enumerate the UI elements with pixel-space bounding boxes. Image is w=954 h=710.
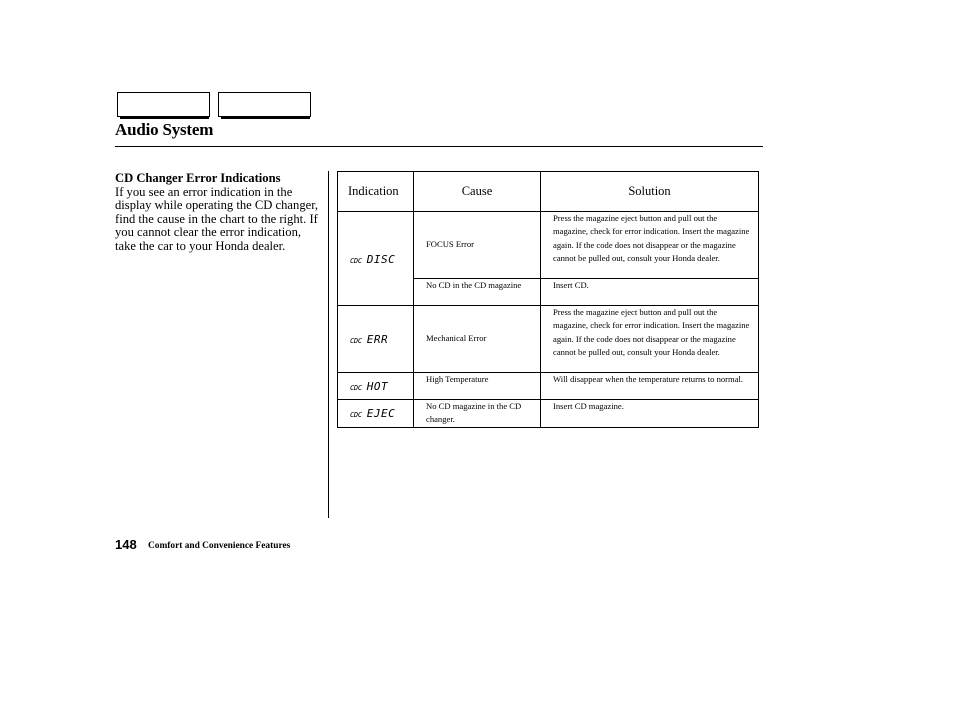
cause-cell: Mechanical Error [414, 306, 541, 373]
header-solution: Solution [541, 172, 759, 212]
lcd-code: DISC [366, 253, 396, 266]
lcd-display-disc [350, 253, 395, 266]
table-header-row [338, 172, 759, 212]
intro-section [115, 172, 319, 254]
solution-cell: Insert CD. [541, 279, 759, 306]
header-cause: Cause [414, 172, 541, 212]
lcd-code: ERR [366, 333, 389, 346]
page-number: 148 [115, 537, 137, 552]
solution-cell: Will disappear when the temperature returns to normal. [541, 373, 759, 400]
table-row [338, 306, 759, 373]
lcd-code: HOT [366, 380, 389, 393]
solution-cell: Press the magazine eject button and pull out the magazine, check for error indication. Insert the magazine again. If the code does not disappear or the magazine cannot be pulled out, consult your Honda dealer. [541, 212, 759, 279]
indication-cell [338, 373, 414, 400]
indication-cell [338, 212, 414, 306]
cause-cell: High Temperature [414, 373, 541, 400]
solution-cell: Insert CD magazine. [541, 400, 759, 428]
lcd-prefix: CDC [350, 337, 362, 345]
indication-cell [338, 306, 414, 373]
cause-cell: FOCUS Error [414, 212, 541, 279]
lcd-prefix: CDC [350, 384, 362, 392]
lcd-prefix: CDC [350, 411, 362, 420]
nav-tab-box-1[interactable] [117, 92, 210, 117]
lcd-code: EJEC [366, 407, 396, 421]
lcd-display-hot [350, 380, 388, 393]
cause-cell: No CD in the CD magazine [414, 279, 541, 306]
cause-cell: No CD magazine in the CD changer. [414, 400, 541, 428]
table-row [338, 373, 759, 400]
title-divider [115, 146, 763, 147]
error-table [337, 171, 759, 428]
indication-cell [338, 400, 414, 428]
intro-heading: CD Changer Error Indications [115, 171, 281, 185]
column-divider [328, 171, 329, 518]
page-title: Audio System [115, 120, 214, 139]
table-row [338, 400, 759, 428]
lcd-display-ejec [350, 407, 395, 420]
nav-tab-box-2[interactable] [218, 92, 311, 117]
header-indication: Indication [338, 172, 414, 212]
lcd-prefix: CDC [350, 257, 362, 265]
section-name: Comfort and Convenience Features [148, 541, 291, 551]
intro-body: If you see an error indication in the display while operating the CD changer, find the cause in the chart to the right. If you cannot clear the error indication, take the car to your Honda dealer. [115, 184, 319, 253]
table-row [338, 212, 759, 279]
solution-cell: Press the magazine eject button and pull out the magazine, check for error indication. Insert the magazine again. If the code does not disappear or the magazine cannot be pulled out, consult your Honda dealer. [541, 306, 759, 373]
lcd-display-err [350, 333, 388, 346]
